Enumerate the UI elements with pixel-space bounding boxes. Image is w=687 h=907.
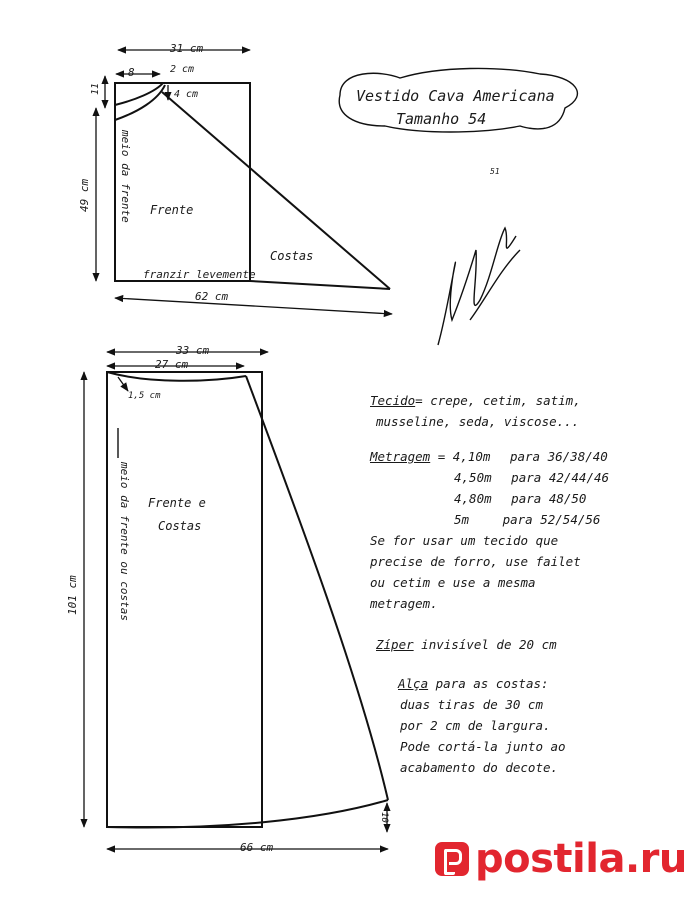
title-line1: Vestido Cava Americana <box>356 87 555 105</box>
signature <box>438 228 520 345</box>
yardage-row-3 <box>370 509 655 530</box>
yardage-1-amount: 4,50m <box>454 470 492 485</box>
bodice-back-bottom <box>250 281 390 289</box>
title-line2: Tamanho 54 <box>396 110 487 128</box>
neck-width-label: 8 <box>128 66 135 79</box>
skirt-top-label: 27 cm <box>155 358 189 371</box>
skirt-side-seam <box>246 376 388 800</box>
pattern-notes <box>370 390 655 778</box>
waist-drop-arrow <box>118 377 128 391</box>
signature-scribble <box>438 228 520 345</box>
skirt-waist-curve <box>107 372 246 381</box>
strap-4: Pode cortá-la junto ao <box>400 739 566 754</box>
yardage-1-word: para <box>511 470 542 485</box>
yardage-0-sizes: 36/38/40 <box>547 449 608 464</box>
zipper-value: invisível de 20 cm <box>421 637 557 652</box>
bodice-fold-label: meio da frente <box>119 130 132 223</box>
skirt-hem-curve <box>107 800 388 828</box>
lining-1: Se for usar um tecido que <box>370 533 559 548</box>
yardage-row-2 <box>370 488 655 509</box>
bodice-front-rect <box>115 83 250 281</box>
skirt-fold-label: meio da frente ou costas <box>118 462 131 621</box>
bodice-height-label: 49 cm <box>78 178 91 212</box>
skirt-width-label: 33 cm <box>176 344 210 357</box>
title-small-mark: 51 <box>490 167 500 176</box>
shoulder-drop-label: 11 <box>90 82 101 95</box>
strap-5: acabamento do decote. <box>400 760 559 775</box>
bodice-back-label: Costas <box>270 249 314 263</box>
yardage-3-word: para <box>502 512 533 527</box>
waist-drop-label: 1,5 cm <box>128 391 161 401</box>
fabric-value-1: = crepe, cetim, satim, <box>415 393 581 408</box>
yardage-3-amount: 5m <box>454 512 470 527</box>
yardage-row: Metragem = 4,10m para 36/38/40 <box>370 449 608 464</box>
skirt-bottom-label: 66 cm <box>240 841 274 854</box>
yardage-0-word: para <box>509 449 541 464</box>
lining-4: metragem. <box>370 596 438 611</box>
skirt-panel-label-2: Costas <box>158 519 202 533</box>
pattern-title <box>339 68 577 176</box>
bodice-bottom-label: 62 cm <box>195 290 229 303</box>
bodice-front-label: Frente <box>150 203 194 217</box>
brand-text: postila.ru <box>475 836 687 882</box>
neck-depth-label: 4 cm <box>174 89 199 100</box>
yardage-3-sizes: 52/54/56 <box>540 512 601 527</box>
skirt-height-label: 101 cm <box>66 575 79 615</box>
yardage-2-word: para <box>511 491 542 506</box>
lining-2: precise de forro, use failet <box>370 554 581 569</box>
strap-1: para as costas: <box>435 676 549 691</box>
yardage-0-amount: 4,10m <box>452 449 491 464</box>
bodice-width-label: 31 cm <box>170 42 204 55</box>
yardage-1-sizes: 42/44/46 <box>548 470 610 485</box>
strap-key: Alça <box>398 676 429 691</box>
yardage-2-sizes: 48/50 <box>548 491 587 506</box>
bodice-gather-label: franzir levemente <box>143 268 256 281</box>
yardage-key: Metragem <box>370 449 431 464</box>
hem-rise-label: 10 <box>379 812 389 823</box>
strap-2: duas tiras de 30 cm <box>400 697 543 712</box>
brand-logo-icon <box>435 842 469 876</box>
brand-watermark <box>435 836 687 882</box>
bodice-neck-curve-outer <box>115 83 163 105</box>
zipper-row <box>370 634 655 655</box>
fabric-row-2 <box>370 411 655 432</box>
bodice-bottom-arrow <box>115 298 392 314</box>
yardage-2-amount: 4,80m <box>454 491 492 506</box>
strap-3: por 2 cm de largura. <box>400 718 551 733</box>
fabric-row <box>370 390 655 411</box>
skirt-pattern <box>66 344 389 854</box>
fabric-key: Tecido <box>370 393 416 408</box>
fabric-value-2: musseline, seda, viscose... <box>376 414 580 429</box>
neck-top-label: 2 cm <box>170 64 195 75</box>
lining-3: ou cetim e use a mesma <box>370 575 536 590</box>
yardage-row-1 <box>370 467 655 488</box>
zipper-key: Zíper <box>376 637 414 652</box>
skirt-panel-label-1: Frente e <box>148 496 206 510</box>
strap-row <box>370 673 655 694</box>
